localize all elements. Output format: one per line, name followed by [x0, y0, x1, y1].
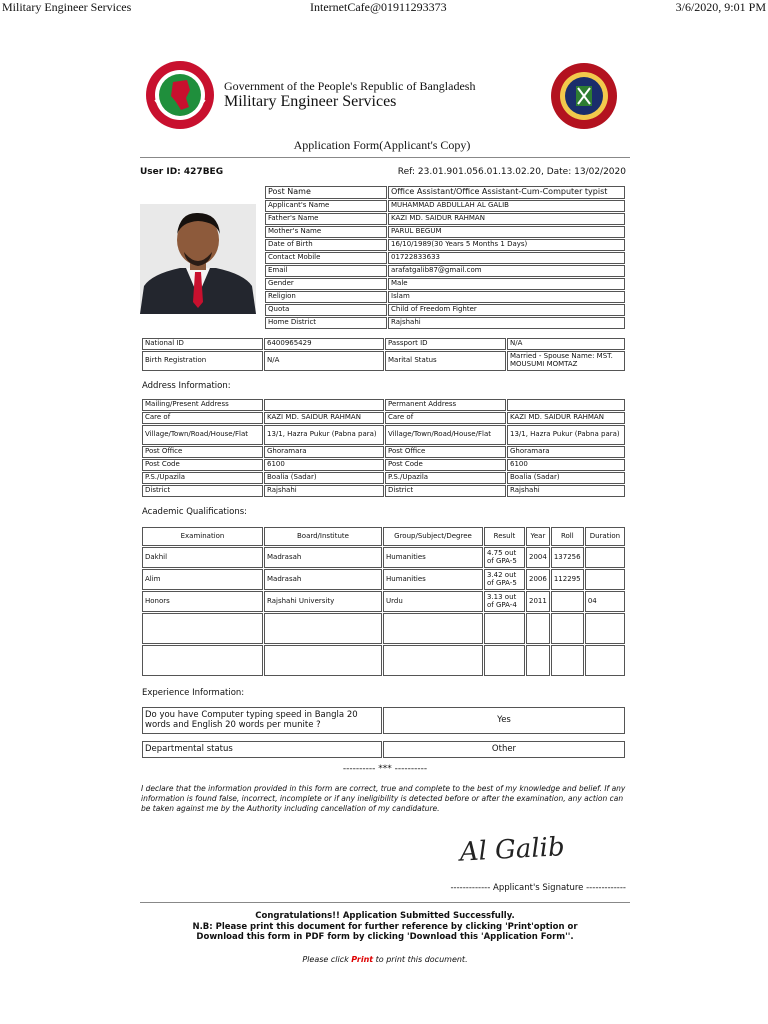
table-row: [265, 278, 625, 290]
field-label: Date of Birth: [265, 239, 387, 251]
table-row: [142, 707, 625, 734]
applicant-photo: [140, 204, 256, 314]
field-label: P.S./Upazila: [142, 472, 263, 484]
table-row: [265, 186, 625, 199]
table-row: [265, 291, 625, 303]
table-row: [265, 239, 625, 251]
field-label: Post Office: [142, 446, 263, 458]
user-id-label: User ID:: [140, 167, 181, 177]
applicant-portrait-icon: [140, 204, 256, 314]
table-cell: [383, 613, 483, 644]
application-form: [140, 60, 630, 964]
field-label: Email: [265, 265, 387, 277]
field-label: Village/Town/Road/House/Flat: [385, 425, 506, 445]
experience-heading: Experience Information:: [142, 688, 245, 698]
table-row: [142, 485, 625, 497]
field-value: Rajshahi: [388, 317, 625, 329]
table-cell: [484, 645, 525, 676]
field-value: Office Assistant/Office Assistant-Cum-Computer typist: [388, 186, 625, 199]
field-label: Mother's Name: [265, 226, 387, 238]
field-label: P.S./Upazila: [385, 472, 506, 484]
field-value: Boalia (Sadar): [507, 472, 625, 484]
table-row: [265, 200, 625, 212]
table-row: [142, 569, 625, 590]
print-link[interactable]: Print: [351, 955, 374, 964]
print-header-datetime: 3/6/2020, 9:01 PM: [675, 0, 766, 14]
identity-table: [141, 337, 626, 372]
table-cell: [142, 645, 263, 676]
table-cell: [585, 547, 625, 568]
field-value: Male: [388, 278, 625, 290]
column-header: Group/Subject/Degree: [383, 527, 483, 546]
table-cell: [585, 613, 625, 644]
field-value: [264, 399, 384, 411]
table-cell: 2004: [526, 547, 550, 568]
table-cell: 4.75 out of GPA-5: [484, 547, 525, 568]
field-value: N/A: [507, 338, 625, 350]
table-cell: [585, 645, 625, 676]
applicant-info-table: [264, 185, 626, 330]
field-label: Village/Town/Road/House/Flat: [142, 425, 263, 445]
field-value: MUHAMMAD ABDULLAH AL GALIB: [388, 200, 625, 212]
column-header: Duration: [585, 527, 625, 546]
field-value: Other: [383, 741, 625, 758]
typing-question: Do you have Computer typing speed in Bangla 20 words and English 20 words per munite ?: [142, 707, 382, 734]
print-header-title: Military Engineer Services: [2, 0, 132, 14]
divider: [140, 157, 630, 158]
field-value: KAZI MD. SAIDUR RAHMAN: [388, 213, 625, 225]
table-cell: 3.42 out of GPA-5: [484, 569, 525, 590]
typing-speed-table: [141, 706, 626, 735]
field-value: 13/1, Hazra Pukur (Pabna para): [264, 425, 384, 445]
table-cell: 04: [585, 591, 625, 612]
field-value: Boalia (Sadar): [264, 472, 384, 484]
table-cell: Madrasah: [264, 547, 382, 568]
table-row: [142, 351, 625, 371]
table-cell: Honors: [142, 591, 263, 612]
column-header: Roll: [551, 527, 584, 546]
column-header: Examination: [142, 527, 263, 546]
table-cell: [585, 569, 625, 590]
form-title: Application Form(Applicant's Copy): [293, 138, 471, 152]
applicant-signature: [400, 820, 626, 880]
table-row: [142, 472, 625, 484]
academic-heading: Academic Qualifications:: [142, 507, 248, 517]
table-cell: Rajshahi University: [264, 591, 382, 612]
field-value: arafatgalib87@gmail.com: [388, 265, 625, 277]
table-cell: 2006: [526, 569, 550, 590]
field-label: Contact Mobile: [265, 252, 387, 264]
table-cell: [264, 645, 382, 676]
field-value: Child of Freedom Fighter: [388, 304, 625, 316]
browser-print-header: [0, 0, 768, 14]
svg-text:Al Galib: Al Galib: [459, 832, 566, 868]
table-cell: 3.13 out of GPA-4: [484, 591, 525, 612]
field-value: Ghoramara: [264, 446, 384, 458]
field-label: Home District: [265, 317, 387, 329]
print-note-after: to print this document.: [373, 955, 468, 964]
field-value: Islam: [388, 291, 625, 303]
field-label: Gender: [265, 278, 387, 290]
signature-label: ------------- Applicant's Signature -------------: [450, 883, 626, 893]
field-label: Birth Registration: [142, 351, 263, 371]
table-cell: 2011: [526, 591, 550, 612]
column-header: Year: [526, 527, 550, 546]
address-heading: Address Information:: [142, 381, 231, 391]
table-row-empty: [142, 613, 625, 644]
field-label: Father's Name: [265, 213, 387, 225]
separator: ---------- *** ----------: [342, 764, 428, 774]
field-value: Ghoramara: [507, 446, 625, 458]
field-label: Post Office: [385, 446, 506, 458]
government-title: Government of the People's Republic of Bangladesh: [224, 79, 476, 93]
table-row: [265, 252, 625, 264]
table-cell: [551, 645, 584, 676]
success-message: [140, 911, 630, 943]
table-cell: [551, 613, 584, 644]
print-note-before: Please click: [302, 955, 352, 964]
field-label: Religion: [265, 291, 387, 303]
field-value: 16/10/1989(30 Years 5 Months 1 Days): [388, 239, 625, 251]
table-row: [265, 317, 625, 329]
table-row: [142, 425, 625, 445]
table-header-row: [142, 527, 625, 546]
print-instruction-line-2: Download this form in PDF form by clicking 'Download this 'Application Form''.: [196, 932, 574, 943]
field-value: Rajshahi: [507, 485, 625, 497]
table-cell: 112295: [551, 569, 584, 590]
table-cell: [551, 591, 584, 612]
field-label: Marital Status: [385, 351, 506, 371]
field-label: Care of: [142, 412, 263, 424]
user-id: [140, 167, 223, 177]
field-label: Post Code: [385, 459, 506, 471]
field-value: 13/1, Hazra Pukur (Pabna para): [507, 425, 625, 445]
field-value: 01722833633: [388, 252, 625, 264]
print-note: [140, 955, 630, 964]
field-value: N/A: [264, 351, 384, 371]
organization-title: Military Engineer Services: [224, 93, 397, 110]
field-label: District: [142, 485, 263, 497]
field-label: Mailing/Present Address: [142, 399, 263, 411]
table-row: [142, 338, 625, 350]
field-label: Passport ID: [385, 338, 506, 350]
field-label: Departmental status: [142, 741, 382, 758]
table-row: [142, 399, 625, 411]
table-cell: [526, 613, 550, 644]
form-header: [140, 60, 630, 130]
column-header: Result: [484, 527, 525, 546]
table-cell: Madrasah: [264, 569, 382, 590]
field-label: Care of: [385, 412, 506, 424]
table-row: [265, 304, 625, 316]
table-cell: Humanities: [383, 547, 483, 568]
field-value: Rajshahi: [264, 485, 384, 497]
table-row: [265, 265, 625, 277]
field-value: [507, 399, 625, 411]
field-label: Permanent Address: [385, 399, 506, 411]
table-row: [142, 591, 625, 612]
mes-emblem-icon: [548, 62, 620, 130]
field-value: 6100: [507, 459, 625, 471]
academic-table: [141, 526, 626, 677]
field-value: PARUL BEGUM: [388, 226, 625, 238]
table-row: [142, 459, 625, 471]
table-row: [142, 547, 625, 568]
table-cell: Alim: [142, 569, 263, 590]
table-row: [142, 412, 625, 424]
table-cell: Urdu: [383, 591, 483, 612]
table-cell: Humanities: [383, 569, 483, 590]
table-row: [142, 741, 625, 758]
field-label: Applicant's Name: [265, 200, 387, 212]
column-header: Board/Institute: [264, 527, 382, 546]
success-title: Congratulations!! Application Submitted Successfully.: [255, 911, 515, 921]
user-id-value: 427BEG: [183, 167, 224, 177]
field-value: Married - Spouse Name: MST. MOUSUMI MOMTAZ: [507, 351, 625, 371]
field-value: 6400965429: [264, 338, 384, 350]
table-row: [142, 446, 625, 458]
bangladesh-government-seal-icon: [143, 60, 217, 130]
table-cell: [383, 645, 483, 676]
field-value: 6100: [264, 459, 384, 471]
table-row: [265, 213, 625, 225]
field-label: National ID: [142, 338, 263, 350]
field-label: District: [385, 485, 506, 497]
field-value: KAZI MD. SAIDUR RAHMAN: [507, 412, 625, 424]
field-label: Post Name: [265, 186, 387, 199]
table-cell: [484, 613, 525, 644]
address-table: [141, 398, 626, 498]
departmental-status-table: [141, 740, 626, 759]
table-cell: [264, 613, 382, 644]
table-cell: [142, 613, 263, 644]
reference-number: Ref: 23.01.901.056.01.13.02.20, Date: 13/02/2020: [397, 167, 626, 177]
field-label: Quota: [265, 304, 387, 316]
table-cell: 137256: [551, 547, 584, 568]
divider: [140, 902, 630, 903]
table-row: [265, 226, 625, 238]
typing-answer: Yes: [383, 707, 625, 734]
table-cell: [526, 645, 550, 676]
field-value: KAZI MD. SAIDUR RAHMAN: [264, 412, 384, 424]
declaration-text: I declare that the information provided in this form are correct, true and complete to the best of my knowledge and belief. If any information is found false, incorrect, incomplete or if any ineligibility is detected before or after the examination, any action can be taken against me by the Authority including cancellation of my candidature.: [141, 784, 626, 813]
table-row-empty: [142, 645, 625, 676]
print-header-source: InternetCafe@01911293373: [310, 0, 447, 14]
field-label: Post Code: [142, 459, 263, 471]
print-instruction-line-1: N.B: Please print this document for further reference by clicking 'Print'option or: [192, 921, 578, 932]
table-cell: Dakhil: [142, 547, 263, 568]
